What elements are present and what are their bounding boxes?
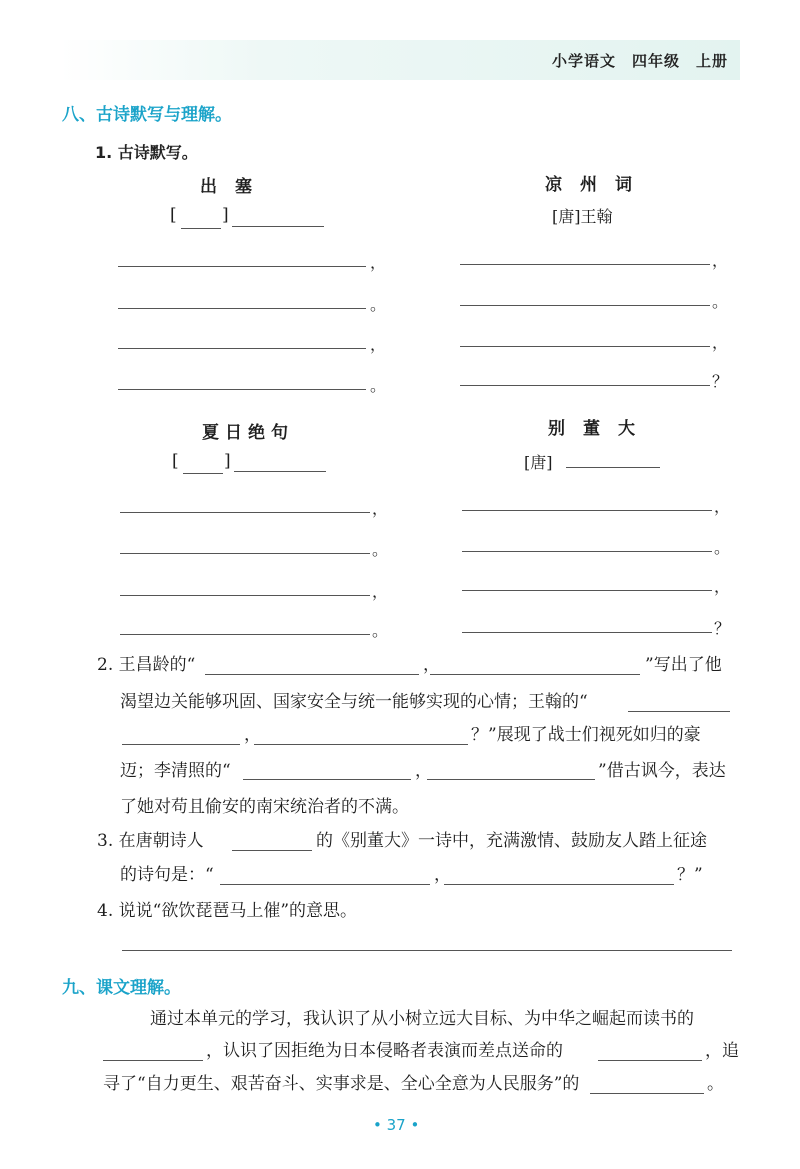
poem4-line2[interactable] [462,551,712,552]
punct-comma: ， [372,582,389,601]
punct-comma: ， [712,333,729,352]
s9-line3: 寻了“自力更生、艰苦奋斗、实事求是、全心全意为人民服务”的 [103,1074,580,1094]
q2-blank-6[interactable] [243,779,411,780]
dynasty-bracket-close: ] [222,205,229,225]
poem2-line3[interactable] [460,346,710,347]
page-number: • 37 • [373,1116,420,1134]
poem1-line4[interactable] [118,389,366,390]
q2-blank-1[interactable] [205,674,419,675]
poem1-line1[interactable] [118,266,366,267]
punct-period: 。 [714,538,731,557]
poem3-line3[interactable] [120,595,370,596]
s9-line2-end: ，追 [705,1041,739,1061]
q2-line1-end: ”写出了他 [645,655,722,675]
q3-blank-1[interactable] [220,884,430,885]
s9-line1: 通过本单元的学习，我认识了从小树立远大目标、为中华之崛起而读书的 [150,1009,694,1029]
s9-line2-mid: ，认识了因拒绝为日本侵略者表演而差点送命的 [206,1041,563,1061]
punct-comma: ， [714,497,731,516]
poem4-line1[interactable] [462,510,712,511]
punct-comma: ， [370,253,387,272]
q2-line3-end: ？”展现了战士们视死如归的豪 [471,725,701,745]
q3-line2-end: ？” [677,865,703,885]
dynasty-bracket-open: [ [172,451,179,471]
q3-comma: ， [434,865,451,885]
q2-comma: ， [423,655,440,675]
q2-blank-7[interactable] [427,779,595,780]
poem2-line1[interactable] [460,264,710,265]
dynasty-bracket-open: [ [170,205,177,225]
poem2-line4[interactable] [460,385,710,386]
q2-comma: ， [244,725,261,745]
poem3-line2[interactable] [120,553,370,554]
s9-blank-3[interactable] [590,1093,704,1094]
poem-author-wanghan: [唐]王翰 [552,207,613,226]
q2-blank-5[interactable] [254,744,468,745]
q3-line1-start: 3. 在唐朝诗人 [97,831,204,851]
author-blank[interactable] [566,467,660,468]
poem4-line3[interactable] [462,590,712,591]
punct-comma: ， [370,335,387,354]
poem-title-liangzhouci: 凉州词 [545,175,650,195]
q2-line4-start: 迈；李清照的“ [120,761,231,781]
q2-line2: 渴望边关能够巩固、国家安全与统一能够实现的心情；王翰的“ [120,692,588,712]
q4-label: 4. 说说“欲饮琵琶马上催”的意思。 [97,901,358,921]
punct-question: ？ [714,619,731,638]
s9-line3-end: 。 [707,1074,724,1094]
poem3-line4[interactable] [120,634,370,635]
q2-comma: ， [415,761,432,781]
punct-period: 。 [372,540,389,559]
poem-dynasty-tang: [唐] [524,453,553,472]
poem4-line4[interactable] [462,632,712,633]
dynasty-blank[interactable] [181,228,221,229]
poem1-line2[interactable] [118,308,366,309]
q2-line4-end: ”借古讽今，表达 [598,761,726,781]
section-9-title: 九、课文理解。 [62,978,181,998]
punct-comma: ， [714,577,731,596]
q4-answer-line[interactable] [122,950,732,951]
q3-line2-start: 的诗句是：“ [120,865,214,885]
q2-blank-3[interactable] [628,711,730,712]
poem-title-chusai: 出塞 [200,177,270,197]
author-blank[interactable] [234,471,326,472]
q2-line1-start: 2. 王昌龄的“ [97,655,196,675]
q3-blank-2[interactable] [444,884,674,885]
q3-blank-poet[interactable] [232,850,312,851]
s9-blank-1[interactable] [103,1060,203,1061]
punct-question: ？ [712,372,729,391]
punct-period: 。 [372,621,389,640]
dynasty-bracket-close: ] [224,451,231,471]
section-8-title: 八、古诗默写与理解。 [62,105,232,125]
punct-comma: ， [712,251,729,270]
poem2-line2[interactable] [460,305,710,306]
punct-period: 。 [712,292,729,311]
q2-line5: 了她对苟且偷安的南宋统治者的不满。 [120,797,409,817]
punct-comma: ， [372,499,389,518]
q2-blank-4[interactable] [122,744,240,745]
q2-blank-2[interactable] [430,674,640,675]
poem-title-xiarijueju: 夏日绝句 [202,423,294,443]
poem3-line1[interactable] [120,512,370,513]
poem1-line3[interactable] [118,348,366,349]
s9-blank-2[interactable] [598,1060,702,1061]
punct-period: 。 [370,295,387,314]
book-header: 小学语文 四年级 上册 [551,52,728,70]
q3-line1-end: 的《别董大》一诗中，充满激情、鼓励友人踏上征途 [316,831,707,851]
dynasty-blank[interactable] [183,473,223,474]
author-blank[interactable] [232,226,324,227]
poem-title-biedongda: 别董大 [548,419,653,439]
q1-label: 1. 古诗默写。 [95,143,198,162]
punct-period: 。 [370,376,387,395]
